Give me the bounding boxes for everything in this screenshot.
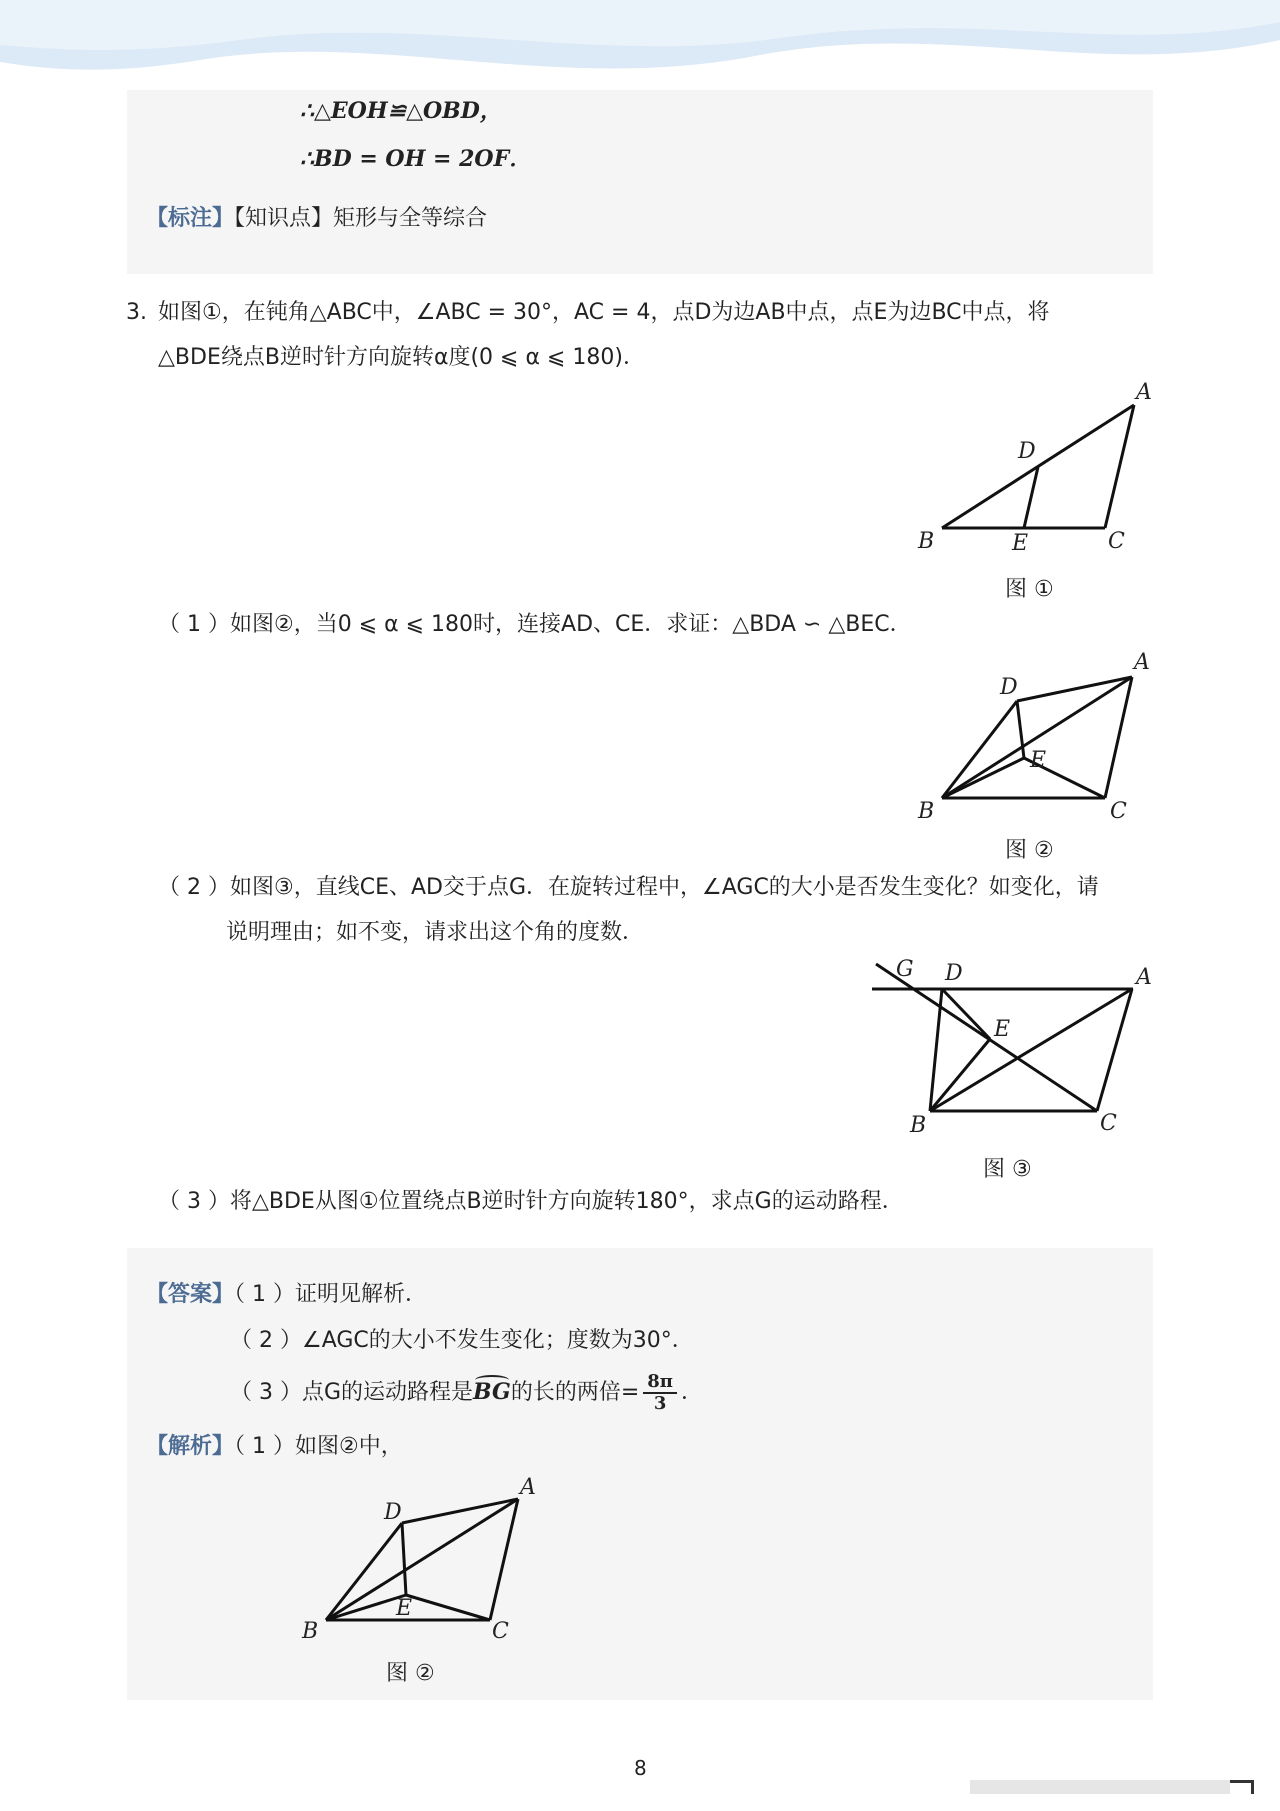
- fig1-label-d: D: [1018, 439, 1036, 464]
- fig1-label-a: A: [1136, 380, 1152, 405]
- fig3-label-g: G: [896, 957, 914, 982]
- question-2-line-1: （ 2 ）如图③，直线CE、AD交于点G．在旋转过程中，∠AGC的大小是否发生变化？如变化，请: [158, 875, 1099, 900]
- fig3-label-a: A: [1136, 965, 1152, 990]
- fig3-label-e: E: [994, 1017, 1011, 1042]
- answer-3-end: ．: [680, 1380, 703, 1405]
- answer-box: [127, 1248, 1153, 1700]
- figure-4: [296, 1468, 556, 1648]
- fig4-label-e: E: [396, 1596, 413, 1621]
- figure-2: [900, 645, 1160, 835]
- fig3-label-b: B: [910, 1113, 927, 1138]
- figure-4-caption: 图 ②: [386, 1661, 435, 1686]
- answer-2: （ 2 ）∠AGC的大小不发生变化；度数为30°．: [230, 1328, 694, 1353]
- fig2-label-e: E: [1030, 748, 1047, 773]
- fig4-label-a: A: [520, 1475, 536, 1500]
- answer-1: （ 1 ）证明见解析．: [234, 1282, 427, 1307]
- problem-line-1: 如图①，在钝角△ABC中，∠ABC = 30°，AC = 4，点D为边AB中点，点E为边BC中点，将: [158, 300, 1050, 325]
- problem-number: 3.: [126, 300, 147, 325]
- annotation-tag: 【标注】: [146, 206, 235, 231]
- answer-tag: 【答案】: [146, 1282, 235, 1307]
- figure-1: [900, 375, 1160, 575]
- previous-line-2: ∴BD = OH = 2OF．: [300, 146, 532, 172]
- fig2-label-d: D: [1000, 675, 1018, 700]
- answer-3-middle: 的长的两倍=: [510, 1380, 640, 1405]
- fig2-label-b: B: [918, 799, 935, 824]
- figure-2-caption: 图 ②: [1005, 838, 1054, 863]
- fig2-label-a: A: [1134, 650, 1150, 675]
- fig3-label-c: C: [1100, 1111, 1117, 1136]
- fig1-label-b: B: [918, 529, 935, 554]
- previous-line-1: ∴△EOH≌△OBD，: [300, 98, 502, 124]
- fraction-numerator: 8π: [643, 1372, 677, 1394]
- fraction-8pi-over-3: [643, 1372, 677, 1414]
- fig3-label-d: D: [945, 961, 963, 986]
- analysis-row: [146, 1432, 403, 1462]
- question-1: （ 1 ）如图②，当0 ⩽ α ⩽ 180时，连接AD、CE．求证：△BDA ∽ △BEC．: [158, 612, 912, 637]
- footer-watermark-strip: [970, 1778, 1260, 1798]
- figure-1-caption: 图 ①: [1005, 577, 1054, 602]
- answer-row-3: [230, 1372, 703, 1414]
- figure-3: [860, 950, 1160, 1140]
- fig4-label-b: B: [302, 1619, 319, 1644]
- analysis-tag: 【解析】: [146, 1434, 235, 1459]
- question-3: （ 3 ）将△BDE从图①位置绕点B逆时针方向旋转180°，求点G的运动路程．: [158, 1189, 904, 1214]
- page-number: 8: [634, 1756, 647, 1780]
- knowledge-tag-row: [146, 204, 487, 234]
- figure-3-caption: 图 ③: [983, 1157, 1032, 1182]
- fig1-label-e: E: [1012, 531, 1029, 556]
- fig1-label-c: C: [1108, 529, 1125, 554]
- problem-line-2: △BDE绕点B逆时针方向旋转α度(0 ⩽ α ⩽ 180)．: [158, 345, 645, 370]
- answer-row-1: [146, 1280, 427, 1310]
- fraction-denominator: 3: [653, 1393, 667, 1414]
- answer-3-prefix: （ 3 ）点G的运动路程是: [230, 1380, 474, 1405]
- previous-solution-box: [127, 90, 1153, 274]
- knowledge-point: 【知识点】矩形与全等综合: [234, 206, 488, 231]
- fig2-label-c: C: [1110, 799, 1127, 824]
- analysis-text: （ 1 ）如图②中，: [234, 1434, 403, 1459]
- arc-bg: BG: [473, 1379, 511, 1405]
- fig4-label-d: D: [384, 1500, 402, 1525]
- fig4-label-c: C: [492, 1619, 509, 1644]
- question-2-line-2: 说明理由；如不变，请求出这个角的度数．: [226, 920, 645, 945]
